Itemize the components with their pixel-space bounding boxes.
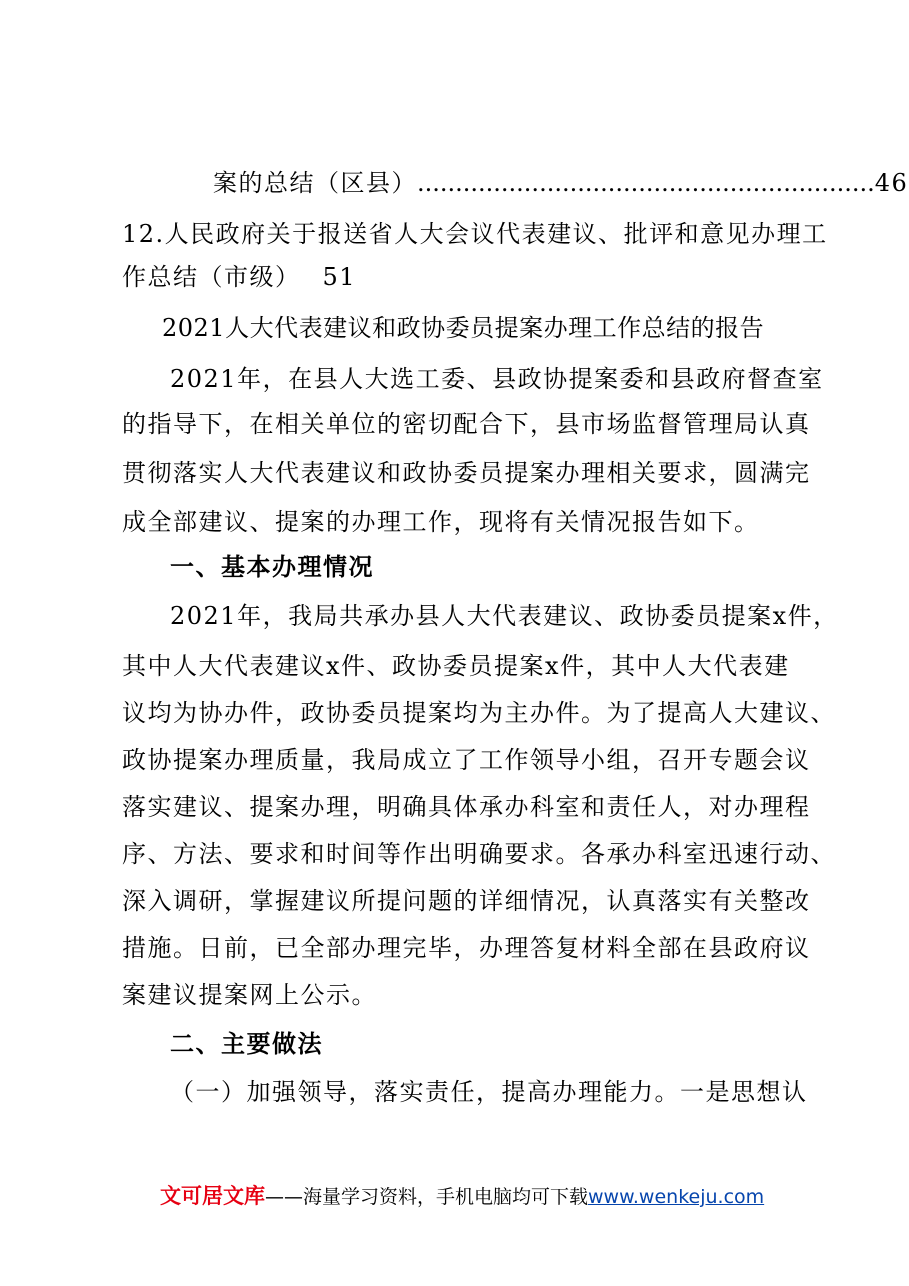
section-2-line-1: （一）加强领导，落实责任，提高办理能力。一是思想认	[170, 1078, 808, 1106]
document-title: 2021人大代表建议和政协委员提案办理工作总结的报告	[162, 314, 765, 342]
section-1-line-5: 落实建议、提案办理，明确具体承办科室和责任人，对办理程	[122, 793, 811, 821]
section-1-line-3: 议均为协办件，政协委员提案均为主办件。为了提高人大建议、	[122, 699, 836, 727]
toc-item-12-line1: 12.人民政府关于报送省人大会议代表建议、批评和意见办理工	[122, 220, 828, 248]
intro-line-2: 的指导下，在相关单位的密切配合下，县市场监督管理局认真	[122, 410, 811, 438]
toc-item-12-text: 作总结（市级）	[122, 263, 301, 291]
toc-item-11-page: 46	[874, 169, 909, 197]
section-1-line-1: 2021年，我局共承办县人大代表建议、政协委员提案x件，	[170, 602, 839, 630]
section-1-heading: 一、基本办理情况	[170, 552, 374, 581]
section-1-line-8: 措施。日前，已全部办理完毕，办理答复材料全部在县政府议	[122, 934, 811, 962]
section-2-heading: 二、主要做法	[170, 1029, 323, 1058]
section-1-line-4: 政协提案办理质量，我局成立了工作领导小组，召开专题会议	[122, 746, 811, 774]
section-1-line-6: 序、方法、要求和时间等作出明确要求。各承办科室迅速行动、	[122, 840, 836, 868]
intro-line-4: 成全部建议、提案的办理工作，现将有关情况报告如下。	[122, 508, 760, 536]
footer-tagline: ——海量学习资料，手机电脑均可下载	[265, 1186, 589, 1208]
toc-item-11-text: 案的总结（区县）	[213, 169, 417, 197]
toc-item-11-continuation	[213, 168, 908, 198]
footer-url-link[interactable]: www.wenkeju.com	[588, 1186, 765, 1208]
toc-item-12-line2	[122, 262, 356, 292]
toc-item-11-leader-dots: ............................................................	[417, 169, 875, 197]
footer-brand: 文可居文库	[160, 1184, 265, 1208]
section-1-line-9: 案建议提案网上公示。	[122, 981, 377, 1009]
intro-line-3: 贯彻落实人大代表建议和政协委员提案办理相关要求，圆满完	[122, 459, 811, 487]
footer-banner	[160, 1183, 764, 1210]
intro-line-1: 2021年，在县人大选工委、县政协提案委和县政府督查室	[170, 365, 824, 393]
section-1-line-2: 其中人大代表建议x件、政协委员提案x件，其中人大代表建	[122, 652, 790, 680]
toc-item-12-page: 51	[322, 263, 357, 291]
section-1-line-7: 深入调研，掌握建议所提问题的详细情况，认真落实有关整改	[122, 887, 811, 915]
